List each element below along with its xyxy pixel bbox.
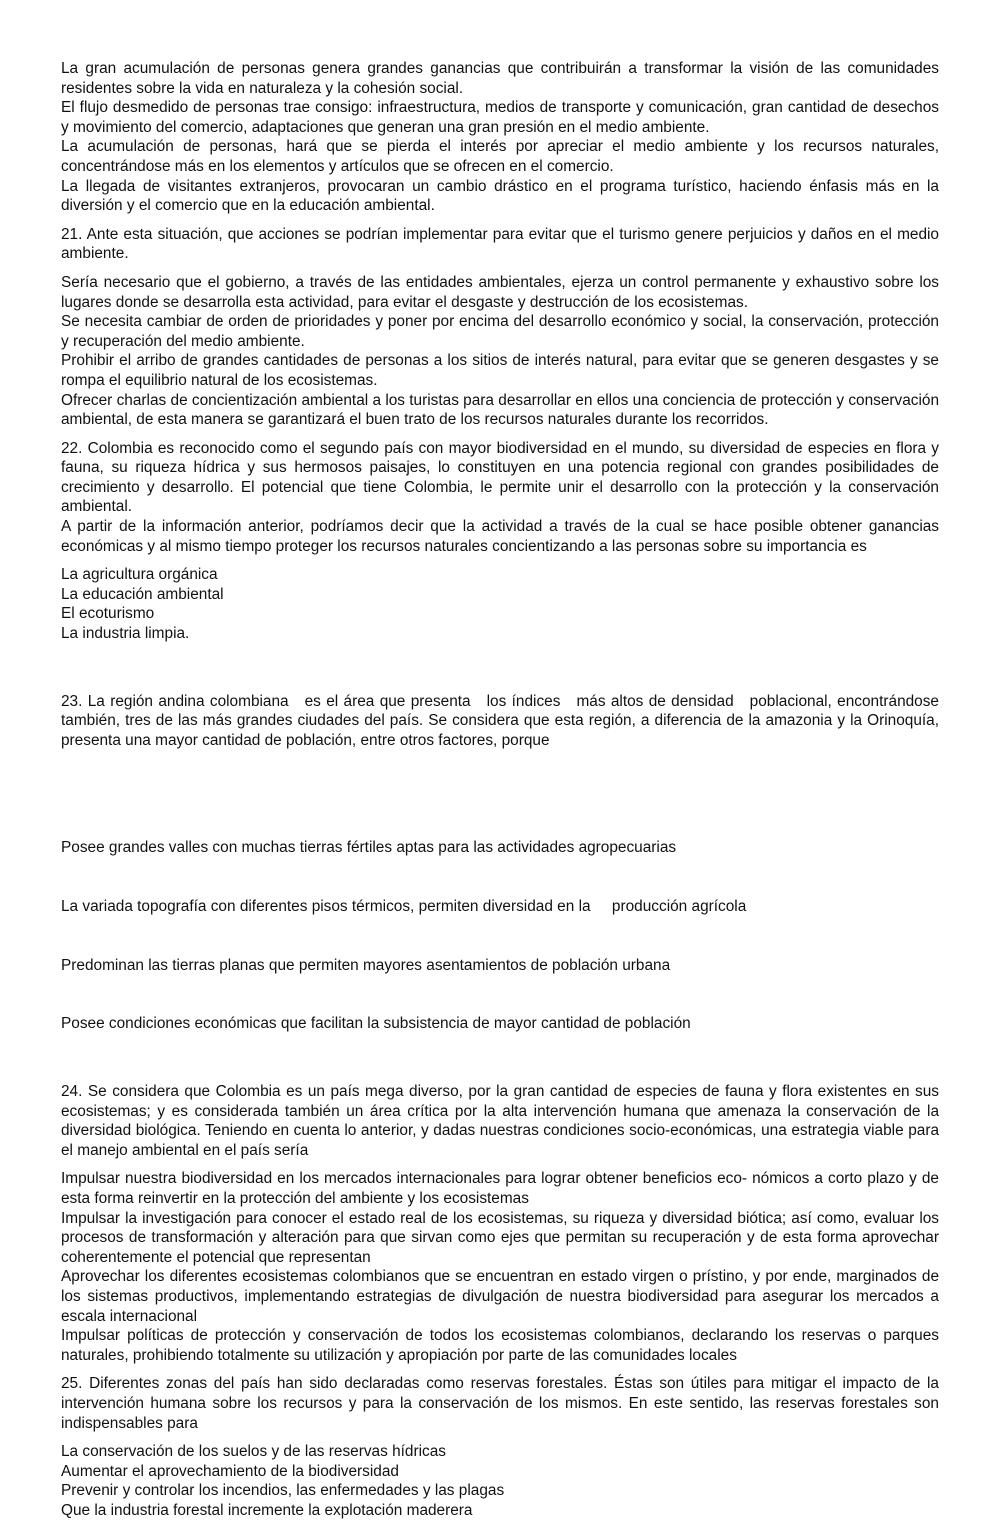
q25-option-b[interactable]: Aumentar el aprovechamiento de la biodiversidad xyxy=(61,1462,399,1480)
q20-option-b[interactable]: El flujo desmedido de personas trae consigo: infraestructura, medios de transporte y comunicación, gran cantidad de desechos y movimiento del comercio, adaptaciones que generan una gran presión en el medio ambiente. xyxy=(61,99,939,136)
q21-option-c[interactable]: Prohibir el arribo de grandes cantidades de personas a los sitios de interés natural, para evitar que se generen desgastes y se rompa el equilibrio natural de los ecosistemas. xyxy=(61,352,939,389)
question-25 xyxy=(61,1374,939,1433)
q24-option-d[interactable]: Impulsar políticas de protección y conservación de todos los ecosistemas colombianos, declarando los reservas o parques naturales, prohibiendo totalmente su utilización y apropiación por parte de las comunidades locales xyxy=(61,1327,939,1364)
q23-options xyxy=(61,799,939,1073)
question-22-prompt: A partir de la información anterior, podríamos decir que la actividad a través de la cual se hace posible obtener ganancias económicas y al mismo tiempo proteger los recursos naturales concientizando a las personas sobre su importancia es xyxy=(61,518,939,555)
question-24-text: 24. Se considera que Colombia es un país mega diverso, por la gran cantidad de especies de fauna y flora existentes en sus ecosistemas; y es considerada también un área crítica por la alta intervención humana que amenaza la conservación de la diversidad biológica. Teniendo en cuenta lo anterior, y dadas nuestras condiciones socio-económicas, una estrategia viable para el manejo ambiental en el país sería xyxy=(61,1083,939,1159)
q24-option-a[interactable]: Impulsar nuestra biodiversidad en los mercados internacionales para lograr obtener beneficios eco- nómicos a corto plazo y de esta forma reinvertir en la protección del ambiente y los ecosistemas xyxy=(61,1170,939,1208)
q20-options xyxy=(61,59,939,216)
q24-options xyxy=(61,1169,939,1365)
question-21-text: 21. Ante esta situación, que acciones se podrían implementar para evitar que el turismo genere perjuicios y daños en el medio ambiente. xyxy=(61,225,939,263)
q23-option-d[interactable]: Posee condiciones económicas que facilitan la subsistencia de mayor cantidad de población xyxy=(61,1015,691,1033)
q23-option-b[interactable]: La variada topografía con diferentes pisos térmicos, permiten diversidad en la producción agrícola xyxy=(61,897,747,915)
question-22-text: 22. Colombia es reconocido como el segundo país con mayor biodiversidad en el mundo, su diversidad de especies en flora y fauna, su riqueza hídrica y sus hermosos paisajes, lo constituyen en una potencia regional con grandes posibilidades de crecimiento y desarrollo. El potencial que tiene Colombia, le permite unir el desarrollo con la protección y la conservación ambiental. xyxy=(61,439,939,516)
q21-options xyxy=(61,273,939,430)
question-25-text: 25. Diferentes zonas del país han sido declaradas como reservas forestales. Éstas son útiles para mitigar el impacto de la intervención humana sobre los recursos y para la conservación de los mismos. En este sentido, las reservas forestales son indispensables para xyxy=(61,1375,939,1432)
q20-option-a[interactable]: La gran acumulación de personas genera grandes ganancias que contribuirán a transformar la visión de las comunidades residentes sobre la vida en naturaleza y la cohesión social. xyxy=(61,60,939,97)
question-23 xyxy=(61,653,944,790)
q23-option-c[interactable]: Predominan las tierras planas que permiten mayores asentamientos de población urbana xyxy=(61,956,671,974)
q24-option-b[interactable]: Impulsar la investigación para conocer el estado real de los ecosistemas, su riqueza y diversidad biótica; así como, evaluar los procesos de transformación y alteración para que sirvan como ejes que permitan su recuperación y de esta forma aprovechar coherentemente el potencial que representan xyxy=(61,1209,939,1266)
q20-option-d[interactable]: La llegada de visitantes extranjeros, provocaran un cambio drástico en el programa turístico, haciendo énfasis más en la diversión y el comercio que en la educación ambiental. xyxy=(61,177,939,215)
question-22 xyxy=(61,439,939,557)
worksheet-page xyxy=(61,59,944,1530)
q22-option-c[interactable]: El ecoturismo xyxy=(61,605,155,623)
q22-option-b[interactable]: La educación ambiental xyxy=(61,585,224,603)
q21-option-a[interactable]: Sería necesario que el gobierno, a través de las entidades ambientales, ejerza un control permanente y exhaustivo sobre los lugares donde se desarrolla esta actividad, para evitar el desgaste y destrucción de los ecosistemas. xyxy=(61,273,939,311)
question-24 xyxy=(61,1082,939,1160)
q24-option-c[interactable]: Aprovechar los diferentes ecosistemas colombianos que se encuentran en estado virgen o prístino, y por ende, marginados de los sistemas productivos, implementando estrategias de divulgación de nuestra biodiversidad para asegurar los mercados a escala internacional xyxy=(61,1268,939,1325)
q20-option-c[interactable]: La acumulación de personas, hará que se pierda el interés por apreciar el medio ambiente y los recursos naturales, concentrándose más en los elementos y artículos que se ofrecen en el comercio. xyxy=(61,138,939,175)
q21-option-d[interactable]: Ofrecer charlas de concientización ambiental a los turistas para desarrollar en ellos una conciencia de protección y conservación ambiental, de esta manera se garantizará el buen trato de los recursos naturales durante los recorridos. xyxy=(61,391,939,429)
q21-option-b[interactable]: Se necesita cambiar de orden de prioridades y poner por encima del desarrollo económico y social, la conservación, protección y recuperación del medio ambiente. xyxy=(61,313,939,350)
q25-option-a[interactable]: La conservación de los suelos y de las reservas hídricas xyxy=(61,1443,446,1461)
q22-options xyxy=(61,565,939,643)
q25-option-c[interactable]: Prevenir y controlar los incendios, las enfermedades y las plagas xyxy=(61,1482,505,1500)
q25-options xyxy=(61,1442,939,1520)
q22-option-a[interactable]: La agricultura orgánica xyxy=(61,566,218,584)
q25-option-d[interactable]: Que la industria forestal incremente la explotación maderera xyxy=(61,1501,473,1519)
q23-option-a[interactable]: Posee grandes valles con muchas tierras fértiles aptas para las actividades agropecuarias xyxy=(61,838,677,856)
question-21 xyxy=(61,225,939,264)
q22-option-d[interactable]: La industria limpia. xyxy=(61,625,190,643)
question-23-text: 23. La región andina colombiana es el área que presenta los índices más altos de densidad poblacional, encontrándose también, tres de las más grandes ciudades del país. Se considera que esta región, a diferencia de la amazonia y la Orinoquía, presenta una mayor cantidad de población, entre otros factores, porque xyxy=(61,692,944,749)
